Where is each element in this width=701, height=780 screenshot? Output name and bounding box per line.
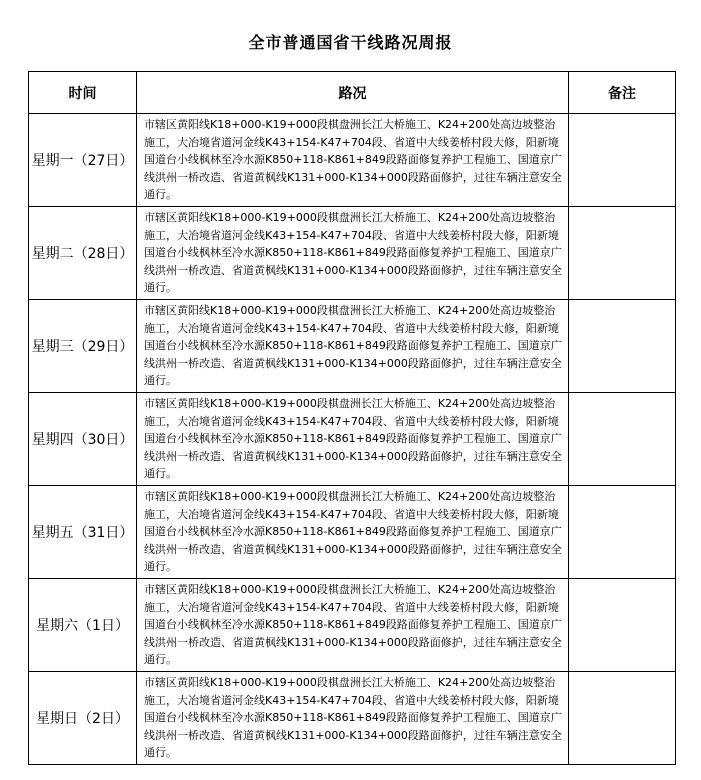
- header-row: [29, 72, 676, 114]
- table-row: [29, 579, 676, 672]
- remark-cell: [569, 207, 676, 300]
- time-cell: 星期四（30日）: [29, 393, 137, 486]
- condition-cell: 市辖区黄阳线K18+000-K19+000段棋盘洲长江大桥施工、K24+200处高边坡整治施工，大冶境省道河金线K43+154-K47+704段、省道中大线姜桥村段大修，阳新境国道台小线枫林至冷水源K850+118-K861+849段路面修复养护工程施工、国道京广线洪州一桥改造、省道黄枫线K131+000-K134+000段路面修护，过往车辆注意安全通行。: [137, 579, 569, 672]
- table-row: [29, 393, 676, 486]
- time-cell: 星期日（2日）: [29, 672, 137, 765]
- condition-cell: 市辖区黄阳线K18+000-K19+000段棋盘洲长江大桥施工、K24+200处高边坡整治施工，大冶境省道河金线K43+154-K47+704段、省道中大线姜桥村段大修，阳新境国道台小线枫林至冷水源K850+118-K861+849段路面修复养护工程施工、国道京广线洪州一桥改造、省道黄枫线K131+000-K134+000段路面修护，过往车辆注意安全通行。: [137, 393, 569, 486]
- remark-cell: [569, 300, 676, 393]
- remark-cell: [569, 579, 676, 672]
- time-cell: 星期三（29日）: [29, 300, 137, 393]
- table-row: [29, 114, 676, 207]
- page-title: 全市普通国省干线路况周报: [248, 33, 453, 52]
- time-cell: 星期六（1日）: [29, 579, 137, 672]
- condition-cell: 市辖区黄阳线K18+000-K19+000段棋盘洲长江大桥施工、K24+200处高边坡整治施工，大冶境省道河金线K43+154-K47+704段、省道中大线姜桥村段大修，阳新境国道台小线枫林至冷水源K850+118-K861+849段路面修复养护工程施工、国道京广线洪州一桥改造、省道黄枫线K131+000-K134+000段路面修护，过往车辆注意安全通行。: [137, 114, 569, 207]
- header-condition: 路况: [137, 72, 569, 114]
- remark-cell: [569, 393, 676, 486]
- table-header: [29, 72, 676, 114]
- time-cell: 星期一（27日）: [29, 114, 137, 207]
- condition-cell: 市辖区黄阳线K18+000-K19+000段棋盘洲长江大桥施工、K24+200处高边坡整治施工，大冶境省道河金线K43+154-K47+704段、省道中大线姜桥村段大修，阳新境国道台小线枫林至冷水源K850+118-K861+849段路面修复养护工程施工、国道京广线洪州一桥改造、省道黄枫线K131+000-K134+000段路面修护，过往车辆注意安全通行。: [137, 672, 569, 765]
- condition-cell: 市辖区黄阳线K18+000-K19+000段棋盘洲长江大桥施工、K24+200处高边坡整治施工，大冶境省道河金线K43+154-K47+704段、省道中大线姜桥村段大修，阳新境国道台小线枫林至冷水源K850+118-K861+849段路面修复养护工程施工、国道京广线洪州一桥改造、省道黄枫线K131+000-K134+000段路面修护，过往车辆注意安全通行。: [137, 207, 569, 300]
- time-cell: 星期五（31日）: [29, 486, 137, 579]
- table-row: [29, 207, 676, 300]
- time-cell: 星期二（28日）: [29, 207, 137, 300]
- condition-cell: 市辖区黄阳线K18+000-K19+000段棋盘洲长江大桥施工、K24+200处高边坡整治施工，大冶境省道河金线K43+154-K47+704段、省道中大线姜桥村段大修，阳新境国道台小线枫林至冷水源K850+118-K861+849段路面修复养护工程施工、国道京广线洪州一桥改造、省道黄枫线K131+000-K134+000段路面修护，过往车辆注意安全通行。: [137, 486, 569, 579]
- table-row: [29, 300, 676, 393]
- header-remark: 备注: [569, 72, 676, 114]
- table-body: [29, 114, 676, 765]
- table-row: [29, 486, 676, 579]
- table-row: [29, 672, 676, 765]
- road-condition-table: [28, 71, 676, 765]
- condition-cell: 市辖区黄阳线K18+000-K19+000段棋盘洲长江大桥施工、K24+200处高边坡整治施工，大冶境省道河金线K43+154-K47+704段、省道中大线姜桥村段大修，阳新境国道台小线枫林至冷水源K850+118-K861+849段路面修复养护工程施工、国道京广线洪州一桥改造、省道黄枫线K131+000-K134+000段路面修护，过往车辆注意安全通行。: [137, 300, 569, 393]
- remark-cell: [569, 486, 676, 579]
- remark-cell: [569, 672, 676, 765]
- remark-cell: [569, 114, 676, 207]
- header-time: 时间: [29, 72, 137, 114]
